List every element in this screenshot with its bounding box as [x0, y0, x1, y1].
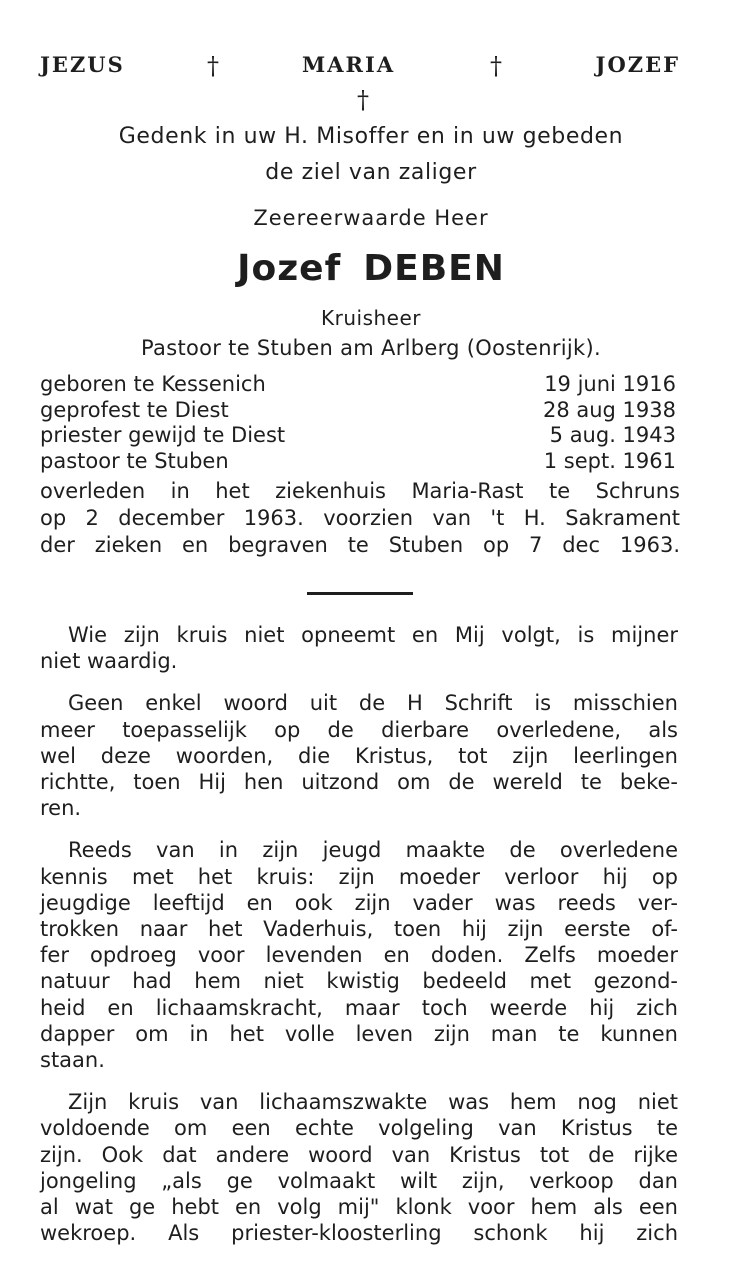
- paragraph: [40, 1089, 678, 1246]
- header-word-maria: MARIA: [302, 52, 396, 77]
- text-line: kennis met het kruis: zijn moeder verloor hij op: [40, 864, 678, 889]
- dates-table: [40, 372, 676, 474]
- text-line: zijn. Ook dat andere woord van Kristus tot de rijke: [40, 1142, 678, 1167]
- body-text: [40, 622, 678, 1262]
- text-line: wel deze woorden, die Kristus, tot zijn leerlingen: [40, 743, 678, 768]
- last-name: DEBEN: [363, 248, 505, 289]
- date-label: geboren te Kessenich: [40, 372, 266, 396]
- text-line: Zijn kruis van lichaamszwakte was hem nog niet: [68, 1090, 678, 1115]
- cross-icon: †: [357, 86, 369, 114]
- date-label: priester gewijd te Diest: [40, 423, 286, 447]
- intro-line-1: Gedenk in uw H. Misoffer en in uw gebeden: [118, 124, 624, 149]
- first-name: Jozef: [237, 248, 342, 289]
- text-line: Reeds van in zijn jeugd maakte de overledene: [68, 838, 678, 863]
- death-notice: [40, 478, 680, 559]
- header-word-jozef: JOZEF: [595, 52, 680, 77]
- date-label: pastoor te Stuben: [40, 448, 229, 473]
- header-row: [40, 52, 680, 82]
- date-row: [40, 398, 676, 424]
- text-line: jongeling „als ge volmaakt wilt zijn, verkoop dan: [40, 1168, 678, 1193]
- date-row: [40, 449, 676, 475]
- header-word-jezus: JEZUS: [40, 52, 125, 77]
- deceased-name: [0, 248, 742, 289]
- cross-icon: †: [207, 52, 221, 80]
- text-line: fer opdroeg voor levenden en doden. Zelfs moeder: [40, 943, 678, 968]
- paragraph: [40, 622, 678, 674]
- honorific-title: Zeereerwaarde Heer: [253, 206, 489, 230]
- text-line: staan.: [40, 1048, 105, 1073]
- date-row: [40, 372, 676, 398]
- date-row: [40, 423, 676, 449]
- text-line: niet waardig.: [40, 649, 178, 674]
- text-line: wekroep. Als priester-kloosterling schonk hij zich: [40, 1221, 678, 1246]
- cross-icon: †: [490, 52, 504, 80]
- parish-line: Pastoor te Stuben am Arlberg (Oostenrijk).: [141, 336, 601, 360]
- text-line: Geen enkel woord uit de H Schrift is misschien: [68, 691, 678, 716]
- paragraph: [40, 837, 678, 1073]
- death-notice-line: op 2 december 1963. voorzien van 't H. Sakrament: [40, 506, 680, 530]
- text-line: al wat ge hebt en volg mij" klonk voor hem als een: [40, 1195, 678, 1220]
- date-label: geprofest te Diest: [40, 397, 229, 422]
- text-line: Wie zijn kruis niet opneemt en Mij volgt, is mijner: [68, 623, 678, 647]
- text-line: richtte, toen Hij hen uitzond om de wereld te beke-: [40, 770, 678, 795]
- text-line: natuur had hem niet kwistig bedeeld met gezond-: [40, 969, 678, 994]
- intro-line-2: de ziel van zaliger: [265, 160, 477, 185]
- death-notice-line: der zieken en begraven te Stuben op 7 dec 1963.: [40, 533, 680, 557]
- text-line: meer toepasselijk op de dierbare overledene, als: [40, 717, 678, 742]
- date-value: 1 sept. 1961: [543, 448, 676, 473]
- text-line: trokken naar het Vaderhuis, toen hij zijn eerste of-: [40, 917, 678, 942]
- text-line: jeugdige leeftijd en ook zijn vader was reeds ver-: [40, 890, 678, 915]
- paragraph: [40, 690, 678, 821]
- text-line: ren.: [40, 796, 82, 821]
- date-value: 28 aug 1938: [542, 397, 676, 422]
- date-value: 5 aug. 1943: [549, 423, 676, 447]
- text-line: dapper om in het volle leven zijn man te kunnen: [40, 1021, 678, 1046]
- religious-order: Kruisheer: [321, 306, 421, 330]
- date-value: 19 juni 1916: [544, 372, 676, 396]
- divider: [307, 592, 413, 595]
- death-notice-line: overleden in het ziekenhuis Maria-Rast te Schruns: [40, 479, 680, 503]
- text-line: voldoende om een echte volgeling van Kristus te: [40, 1116, 678, 1141]
- text-line: heid en lichaamskracht, maar toch weerde hij zich: [40, 995, 678, 1020]
